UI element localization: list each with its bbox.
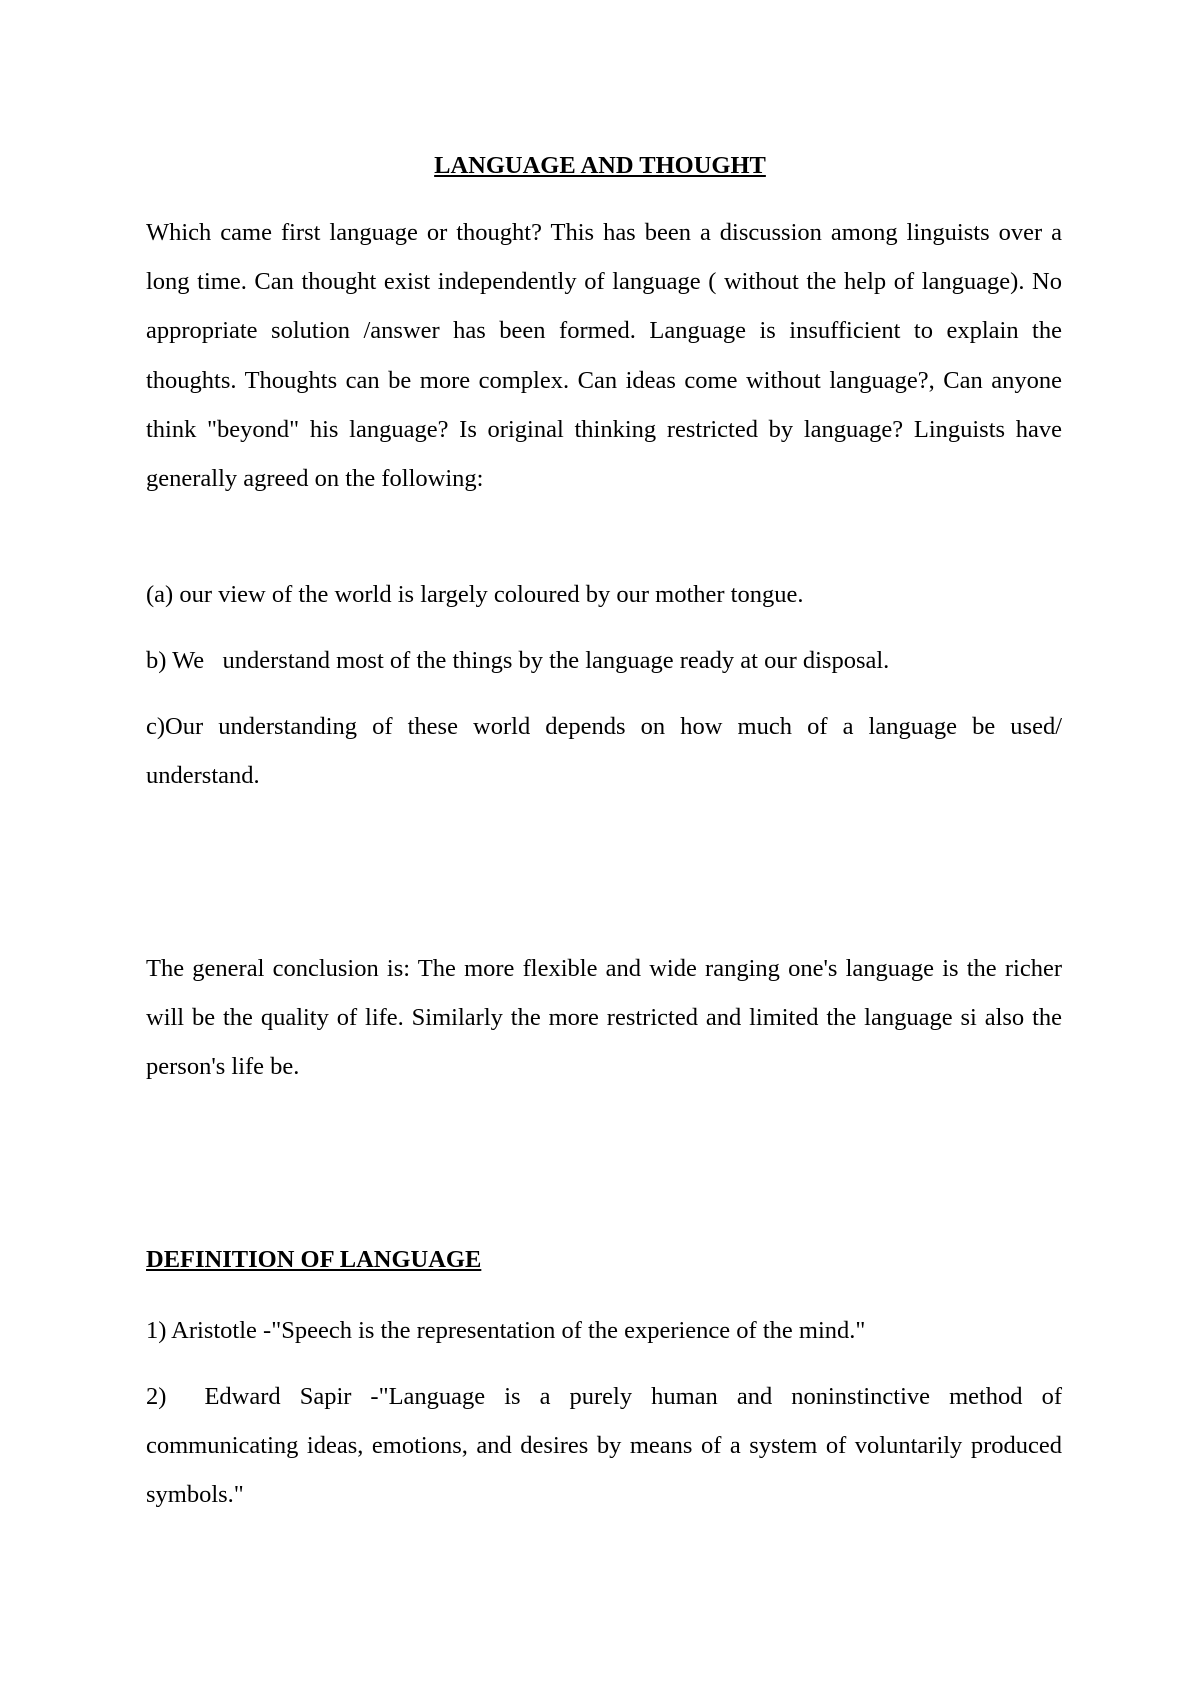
conclusion-paragraph: The general conclusion is: The more flexible and wide ranging one's language is the richer will be the quality of life. Similarly the more restricted and limited the language si also the person's life be. <box>146 955 1062 1081</box>
intro-paragraph: Which came first language or thought? This has been a discussion among linguists over a long time. Can thought exist independently of language ( without the help of language). No appropriate solution /answer has been formed. Language is insufficient to explain the thoughts. Thoughts can be more complex. Can ideas come without language?, Can anyone think "beyond" his language? Is original thinking restricted by language? Linguists have generally agreed on the following: <box>146 219 1062 493</box>
document-title: LANGUAGE AND THOUGHT <box>434 152 766 179</box>
definition-heading: DEFINITION OF LANGUAGE <box>146 1246 482 1273</box>
definition-aristotle: 1) Aristotle -"Speech is the representation of the experience of the mind." <box>146 1317 866 1344</box>
point-b: b) We understand most of the things by the language ready at our disposal. <box>146 647 890 674</box>
point-a: (a) our view of the world is largely coloured by our mother tongue. <box>146 581 804 608</box>
definition-sapir: 2) Edward Sapir -"Language is a purely human and noninstinctive method of communicating ideas, emotions, and desires by means of a system of voluntarily produced symbols." <box>146 1383 1069 1509</box>
point-c: c)Our understanding of these world depends on how much of a language be used/ understand. <box>146 713 1062 790</box>
